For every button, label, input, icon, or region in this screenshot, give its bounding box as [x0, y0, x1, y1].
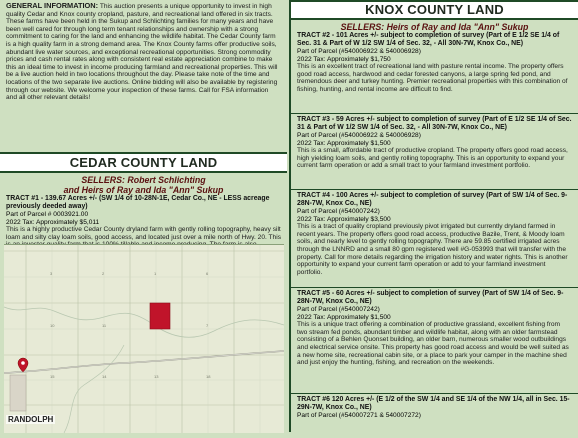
tract-3-title: TRACT #3 - 59 Acres +/- subject to completion of survey (Part of E 1/2 SE 1/4 of Sec. 31 & Part of W 1/2 SW 1/4 of Sec. 32, - All 30N-7W, Knox Co., NE)	[297, 116, 572, 131]
general-body: This auction presents a unique opportunity to invest in high quality Cedar and Knox county cropland, pasture, and recreational land offered in six tracts. These farms have been held in the Sukup and Schlichting families for many years and have been well cared for through long term tenant relationships and ownership with a strong commitment to caring for the land and enhancing the wildlife habitat. The Cedar County farm is a high quality farm in a strong demand area. The Knox County farms offer productive soils, abundant live water sources, and exceptional recreational opportunities. Strong commodity prices and cash rental rates along with consistent real estate appreciation combine to make this an ideal time to invest in income producing farmland and recreational properties. This will be a live auction held in two locations throughout the day. Please take note of the time and locations of the two separate live auctions. Online bidding will also be available by registering through our website. We welcome your inspection of these farms. Call for FSA information and all other relevant details!	[6, 3, 278, 102]
knox-sellers: SELLERS: Heirs of Ray and Ida "Ann" Sukup	[340, 22, 529, 32]
svg-text:6: 6	[206, 271, 209, 276]
tract-3-description: This is a small, affordable tract of productive cropland. The property offers good road access, high yielding loam soils, and gently rolling topography. This is an opportunity to expand your current farm operation or add a small tract to your farmland investment portfolio.	[297, 147, 568, 170]
svg-text:15: 15	[50, 374, 55, 379]
tract-4-title: TRACT #4 - 100 Acres +/- subject to completion of survey (Part of SW 1/4 of Sec. 9-28N-7W, Knox Co., NE)	[297, 192, 568, 207]
svg-text:7: 7	[206, 323, 209, 328]
general-heading: GENERAL INFORMATION:	[6, 1, 99, 10]
tract-3-parcel: Part of Parcel (#540006922 & 540006928)	[297, 132, 421, 139]
svg-text:11: 11	[102, 323, 107, 328]
cedar-aerial-map	[4, 244, 284, 433]
divider	[291, 113, 578, 114]
tract-6	[291, 396, 578, 420]
cedar-section	[0, 173, 287, 245]
tract-5	[291, 290, 578, 390]
tract-2-description: This is an excellent tract of recreational land with pasture rental income. The property offers good road access, hardwood and cedar forested canyons, a large spring fed pond, and tremendous deer and turkey hunting. Premier recreational properties with this combination of fishing, hunting, and rental income are difficult to find.	[297, 63, 568, 93]
tract-5-description: This is a unique tract offering a combination of productive grassland, excellent fishing from two stream fed ponds, abundant timber and wildlife habitat, along with an older farmstead consisting of a Behlen Quonset building, an older barn, numerous smaller wood outbuildings and electrical service onsite. This property has good road access and would be well suited as a new home site, recreational cabin site, or a place to park your camper in the machine shed and just enjoy the hunting, fishing, and recreation on the weekends.	[297, 321, 569, 367]
tract-5-tax: 2022 Tax: Approximately $1,500	[297, 313, 391, 321]
tract-1-tax: 2022 Tax: Approximately $5,011	[6, 218, 100, 226]
svg-text:2: 2	[102, 271, 105, 276]
cedar-sellers-line2: and Heirs of Ray and Ida "Ann" Sukup	[63, 185, 224, 195]
divider	[291, 189, 578, 190]
tract-3-tax: 2022 Tax: Approximately $1,500	[297, 139, 391, 147]
tract-5-title: TRACT #5 - 60 Acres +/- subject to completion of survey (Part of SW 1/4 of Sec. 9-28N-7W, Knox Co., NE)	[297, 290, 564, 305]
tract-1-description: This is a highly productive Cedar County dryland farm with gently rolling topography, heavy silt loam and silty clay loam soils, good access, and located just over a mile north of Hwy. 20. This	[6, 226, 281, 241]
tract-4	[291, 192, 578, 284]
knox-county-banner: KNOX COUNTY LAND	[291, 0, 578, 20]
tract-6-parcel: Part of Parcel (#540007271 & 540007272)	[297, 412, 421, 419]
general-information	[0, 0, 287, 152]
town-label: RANDOLPH	[8, 415, 54, 424]
tract-1-parcel: Part of Parcel # 0003921.00	[6, 211, 89, 218]
tract-4-tax: 2022 Tax: Approximately $3,500	[297, 215, 391, 223]
tract-6-title: TRACT #6 120 Acres +/- (E 1/2 of the SW 1/4 and SE 1/4 of the NW 1/4, all in Sec. 15-29N-7W, Knox Co., NE)	[297, 396, 570, 411]
tract-3	[291, 116, 578, 186]
svg-text:1: 1	[154, 271, 157, 276]
map-graphic	[4, 245, 284, 433]
tract-4-parcel: Part of Parcel (#540007242)	[297, 208, 380, 215]
svg-text:3: 3	[50, 271, 53, 276]
right-column	[289, 0, 578, 432]
divider	[291, 287, 578, 288]
left-column	[0, 0, 287, 432]
tract-5-parcel: Part of Parcel (#540007242)	[297, 306, 380, 313]
tract-2-title: TRACT #2 - 101 Acres +/- subject to completion of survey (Part of E 1/2 SE 1/4 of Sec. 31 & Part of W 1/2 SW 1/4 of Sec. 32, - All 30N-7W, Knox Co., NE)	[297, 32, 560, 47]
svg-text:14: 14	[102, 374, 107, 379]
tract-2	[291, 32, 578, 110]
tract-4-description: This is a tract of quality cropland previously pivot irrigated but currently dryland farmed in recent years. The property offers good road access, productive Bazile, Trent, & Moody loam soils, and nearly level to gently rolling topography. There are 59.85 certified irrigated acres through the LNNRD and a small 80 gpm registered well #G-053993 that will transfer with the property. Call for more details regarding the irrigation history and water rights. This is another opportunity to expand your current farm operation or add to your farmland investment portfolio.	[297, 223, 568, 276]
cedar-county-banner: CEDAR COUNTY LAND	[0, 152, 287, 173]
tract-2-tax: 2022 Tax: Approximately $1,750	[297, 55, 391, 63]
svg-text:18: 18	[206, 374, 211, 379]
tract-2-parcel: Part of Parcel (#540006922 & 540006928)	[297, 48, 421, 55]
svg-text:10: 10	[50, 323, 55, 328]
divider	[291, 393, 578, 394]
svg-text:13: 13	[154, 374, 159, 379]
cedar-sellers-line1: SELLERS: Robert Schlichting	[81, 175, 206, 185]
tract-1-title: TRACT #1 - 139.67 Acres +/- (SW 1/4 of 10-28N-1E, Cedar Co., NE - LESS acreage previously deeded away)	[6, 195, 270, 210]
